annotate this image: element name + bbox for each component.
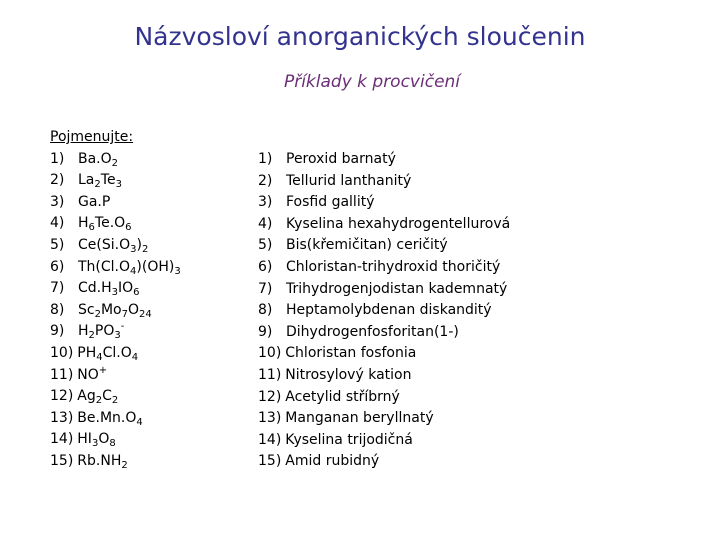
item-number: 10) (50, 344, 74, 361)
formula-text: $Ce(Si.O_3)_2$ (78, 236, 149, 255)
compound-name: Tellurid lanthanitý (286, 172, 412, 189)
formula-item (50, 321, 181, 343)
formula-item (50, 192, 181, 214)
formula-item (50, 170, 181, 192)
item-number: 4) (258, 215, 273, 232)
compound-name: Fosfid gallitý (286, 194, 375, 211)
item-number: 6) (50, 258, 65, 275)
compound-name: Kyselina trijodičná (285, 431, 413, 448)
compound-name: Trihydrogenjodistan kademnatý (286, 280, 508, 297)
formula-item (50, 343, 181, 365)
formula-text: $H_2PO_3^-$ (78, 321, 125, 342)
item-number: 6) (258, 258, 273, 275)
name-item (258, 408, 510, 430)
item-number: 3) (50, 193, 65, 210)
formula-text: $Rb.NH_2$ (77, 452, 128, 471)
item-number: 8) (258, 302, 273, 319)
formula-item (50, 213, 181, 235)
formula-item (50, 386, 181, 408)
item-number: 12) (50, 388, 74, 405)
compound-name: Amid rubidný (285, 453, 380, 470)
formula-item (50, 408, 181, 430)
formula-text: NO+ (77, 364, 108, 383)
name-item (258, 214, 510, 236)
formula-item (50, 278, 181, 300)
compound-name: Chloristan-trihydroxid thoričitý (286, 258, 501, 275)
item-number: 1) (258, 151, 273, 167)
formula-text: $Be.Mn.O_4$ (77, 409, 143, 428)
name-item (258, 365, 510, 387)
item-number: 10) (258, 345, 282, 362)
formula-item (50, 300, 181, 322)
compound-name: Dihydrogenfosforitan(1-) (286, 323, 459, 340)
name-item (258, 235, 510, 257)
item-number: 13) (258, 410, 282, 427)
formula-text: $Ag_2C_2$ (77, 388, 119, 407)
formula-text: $La_2Te_3$ (78, 172, 122, 191)
formula-text: $Ba.O_2$ (78, 150, 119, 169)
item-number: 9) (258, 323, 273, 340)
item-number: 15) (258, 453, 282, 470)
formula-item (50, 451, 181, 473)
formula-text: $PH_4Cl.O_4$ (77, 344, 139, 363)
compound-name: Peroxid barnatý (286, 151, 396, 167)
formula-text: $H_6Te.O_6$ (78, 215, 132, 234)
compound-name: Heptamolybdenan diskanditý (286, 302, 492, 319)
name-item (258, 171, 510, 193)
item-number: 11) (50, 366, 74, 383)
formula-text: Ga.P (78, 193, 111, 210)
formula-text: $Th(Cl.O_4)(OH)_3$ (78, 258, 181, 277)
name-item (258, 387, 510, 409)
item-number: 12) (258, 388, 282, 405)
formula-item (50, 235, 181, 257)
formula-item (50, 365, 181, 387)
item-number: 14) (258, 431, 282, 448)
formula-text: $Cd.H_3IO_6$ (78, 280, 140, 299)
item-number: 9) (50, 323, 65, 340)
item-number: 15) (50, 452, 74, 469)
item-number: 1) (50, 150, 65, 167)
name-item (258, 322, 510, 344)
item-number: 8) (50, 301, 65, 318)
item-number: 5) (50, 236, 65, 253)
item-number: 3) (258, 194, 273, 211)
formula-text: $HI_3O_8$ (77, 431, 116, 450)
compound-name: Bis(křemičitan) ceričitý (286, 237, 448, 254)
item-number: 13) (50, 409, 74, 426)
item-number: 14) (50, 431, 74, 448)
formula-item (50, 257, 181, 279)
compound-name: Chloristan fosfonia (285, 345, 417, 362)
slide-subtitle: Příklady k procvičení (283, 72, 461, 92)
name-item (258, 343, 510, 365)
formula-list (50, 127, 181, 473)
compound-name: Acetylid stříbrný (285, 388, 400, 405)
name-item (258, 430, 510, 452)
name-list (258, 149, 510, 473)
name-item (258, 149, 510, 171)
name-item (258, 192, 510, 214)
name-item (258, 257, 510, 279)
name-item (258, 451, 510, 473)
item-number: 4) (50, 215, 65, 232)
compound-name: Nitrosylový kation (285, 366, 412, 383)
slide-title: Názvosloví anorganických sloučenin (134, 22, 586, 51)
name-item (258, 300, 510, 322)
item-number: 5) (258, 237, 273, 254)
item-number: 2) (258, 172, 273, 189)
formula-list-heading: Pojmenujte: (50, 129, 134, 145)
item-number: 2) (50, 172, 65, 189)
item-number: 7) (258, 280, 273, 297)
name-item (258, 279, 510, 301)
item-number: 11) (258, 366, 282, 383)
formula-text: $Sc_2Mo_7O_{24}$ (78, 301, 152, 320)
compound-name: Kyselina hexahydrogentellurová (286, 215, 511, 232)
formula-item (50, 429, 181, 451)
item-number: 7) (50, 280, 65, 297)
compound-name: Manganan beryllnatý (285, 410, 434, 427)
formula-item (50, 149, 181, 171)
